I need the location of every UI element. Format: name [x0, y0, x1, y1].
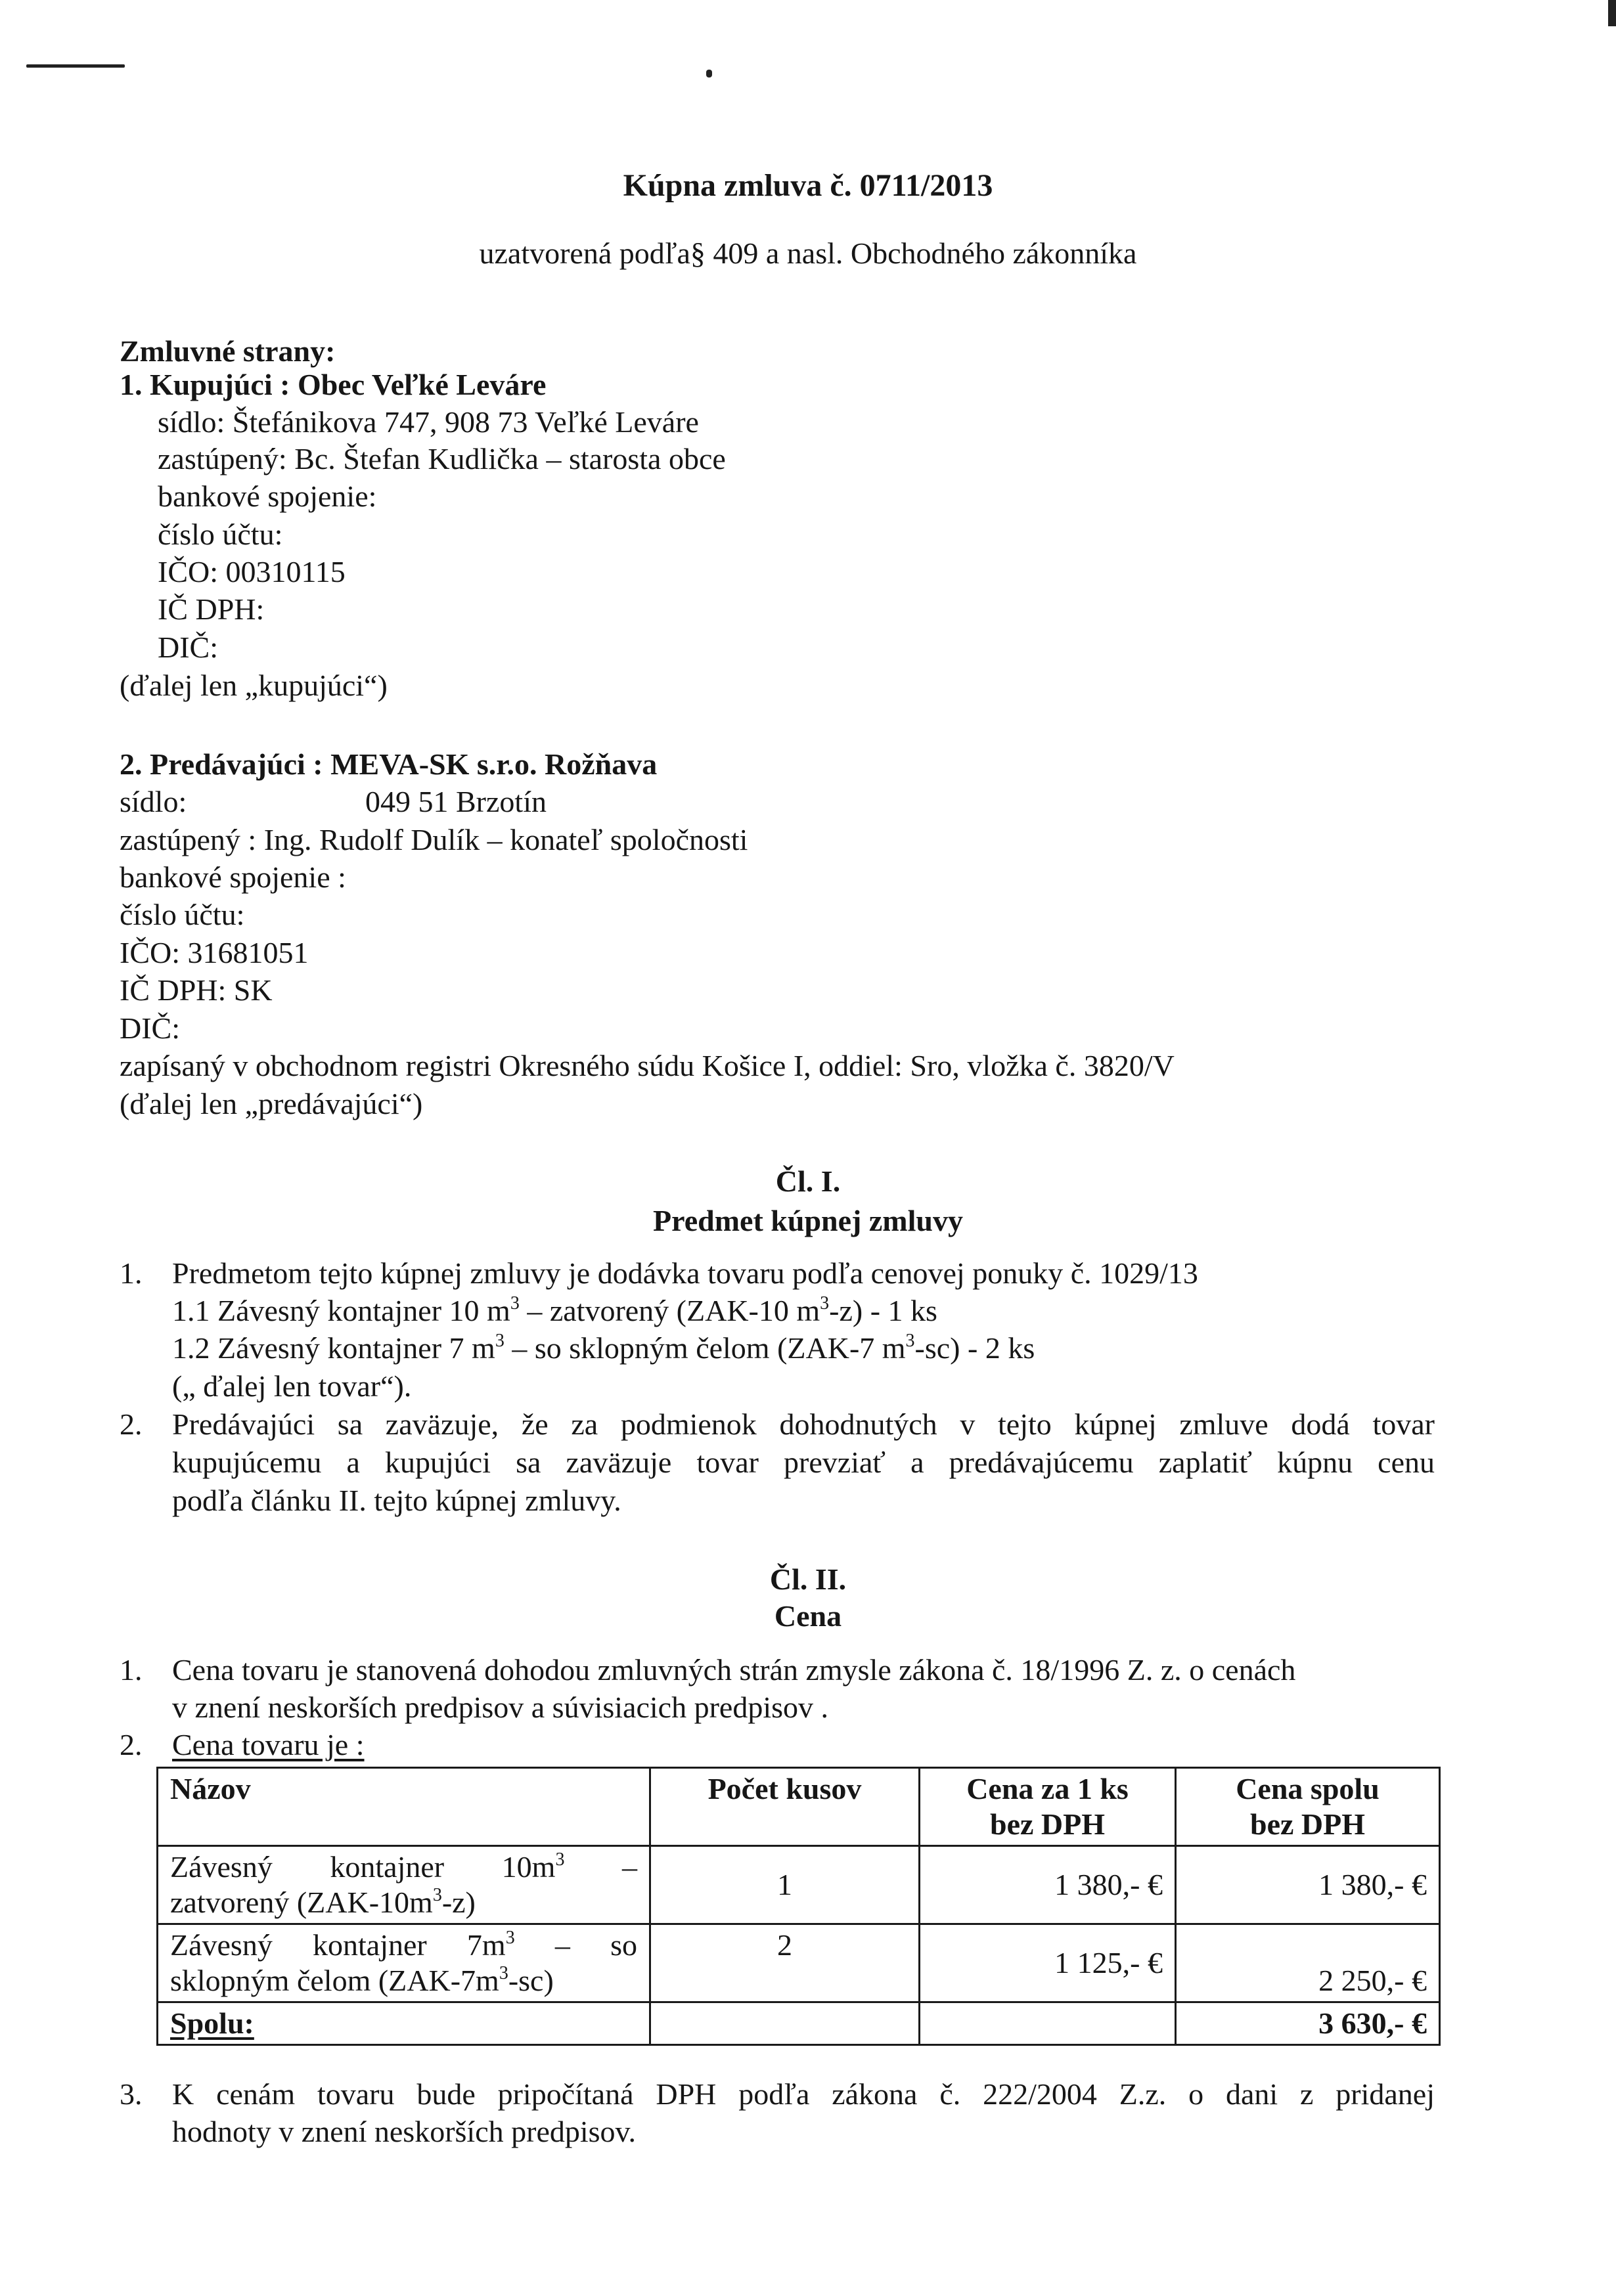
seller-seat-label: sídlo:: [120, 785, 187, 818]
seller-account: číslo účtu:: [120, 898, 245, 931]
article-1-p2-line-3: podľa článku II. tejto kúpnej zmluvy.: [172, 1484, 621, 1517]
header-count: Počet kusov: [650, 1768, 920, 1846]
buyer-seat: sídlo: Štefánikova 747, 908 73 Veľké Leváre: [158, 405, 699, 439]
buyer-heading: 1. Kupujúci : Obec Veľké Leváre: [120, 368, 547, 401]
document-subtitle: uzatvorená podľa§ 409 a nasl. Obchodného zákonníka: [479, 236, 1137, 270]
article-1-item-1: 1.1 Závesný kontajner 10 $m^3$ – zatvorený (ZAK-10 $m^3-z) - 1$ ks: [172, 1293, 937, 1327]
article-1-p1-text: Predmetom tejto kúpnej zmluvy je dodávka tovaru podľa cenovej ponuky č. 1029/13: [172, 1256, 1198, 1290]
buyer-dic: DIČ:: [158, 630, 218, 664]
seller-heading: 2. Predávajúci : MEVA-SK s.r.o. Rožňava: [120, 747, 658, 781]
seller-registry: zapísaný v obchodnom registri Okresného súdu Košice I, oddiel: Sro, vložka č. 3820/V: [120, 1049, 1175, 1082]
scan-artifact-dot: [706, 70, 712, 77]
row-total: 2 250,- €: [1176, 1924, 1440, 2002]
table-sum-row: [158, 2002, 1440, 2045]
sum-empty-count: [650, 2002, 920, 2045]
article-1-p2-line-1: Predávajúci sa zaväzuje, že za podmienok dohodnutých v tejto kúpnej zmluve dodá tovar: [172, 1407, 1435, 1441]
seller-alias: (ďalej len „predávajúci“): [120, 1087, 423, 1120]
article-1-goods-alias: („ ďalej len tovar“).: [172, 1369, 412, 1403]
article-1-p2-line-2: kupujúcemu a kupujúci sa zaväzuje tovar prevziať a predávajúcemu zaplatiť kúpnu cenu: [172, 1446, 1435, 1479]
article-2-p3-line-1: K cenám tovaru bude pripočítaná DPH podľa zákona č. 222/2004 Z.z. o dani z pridanej: [172, 2077, 1435, 2111]
header-name: Názov: [158, 1768, 650, 1846]
table-row: [158, 1924, 1440, 2002]
article-1-p1-number: 1.: [120, 1256, 143, 1290]
header-unit-price: Cena za 1 ks bez DPH: [920, 1768, 1176, 1846]
scan-artifact-line: [26, 64, 125, 68]
table-header-row: [158, 1768, 1440, 1846]
buyer-ico: IČO: 00310115: [158, 555, 346, 588]
seller-ic-dph: IČ DPH: SK: [120, 973, 273, 1007]
article-2-p3-number: 3.: [120, 2077, 143, 2111]
row-unit-price: 1 380,- €: [920, 1846, 1176, 1924]
article-1-number: Čl. I.: [775, 1164, 841, 1198]
sum-empty-unit-price: [920, 2002, 1176, 2045]
header-total: Cena spolu bez DPH: [1176, 1768, 1440, 1846]
buyer-bank: bankové spojenie:: [158, 479, 377, 513]
scan-artifact-edge: [1608, 0, 1616, 26]
price-table: [156, 1767, 1441, 2046]
article-1-title: Predmet kúpnej zmluvy: [653, 1204, 963, 1237]
row-name: Závesný kontajner $10m^3$ – zatvorený $(ZAK-10m^3-z)$: [158, 1846, 650, 1924]
seller-representative: zastúpený : Ing. Rudolf Dulík – konateľ spoločnosti: [120, 823, 748, 856]
row-unit-price: 1 125,- €: [920, 1924, 1176, 2002]
buyer-ic-dph: IČ DPH:: [158, 592, 265, 626]
seller-dic: DIČ:: [120, 1011, 180, 1045]
article-2-p3-line-2: hodnoty v znení neskorších predpisov.: [172, 2115, 637, 2148]
article-1-p2-number: 2.: [120, 1407, 143, 1441]
article-2-p2-text: Cena tovaru je :: [172, 1728, 365, 1761]
article-2-p1-line-1: Cena tovaru je stanovená dohodou zmluvných strán zmysle zákona č. 18/1996 Z. z. o cenách: [172, 1653, 1296, 1687]
table-row: [158, 1846, 1440, 1924]
row-total: 1 380,- €: [1176, 1846, 1440, 1924]
seller-ico: IČO: 31681051: [120, 936, 309, 969]
article-1-item-2: 1.2 Závesný kontajner 7 $m^3$ – so sklopným čelom (ZAK-7 $m^3-sc) - 2$ ks: [172, 1331, 1035, 1365]
article-2-p1-line-2: v znení neskorších predpisov a súvisiacich predpisov .: [172, 1690, 828, 1724]
sum-total: 3 630,- €: [1176, 2002, 1440, 2045]
row-count: 2: [650, 1924, 920, 2002]
buyer-alias: (ďalej len „kupujúci“): [120, 669, 388, 702]
article-2-number: Čl. II.: [769, 1562, 847, 1596]
seller-bank: bankové spojenie :: [120, 860, 346, 894]
row-count: 1: [650, 1846, 920, 1924]
sum-label: Spolu:: [158, 2002, 650, 2045]
article-2-p2-number: 2.: [120, 1728, 143, 1761]
seller-seat-value: 049 51 Brzotín: [365, 785, 547, 818]
row-name: Závesný kontajner $7m^3$ – so sklopným čelom $(ZAK-7m^3-sc)$: [158, 1924, 650, 2002]
buyer-representative: zastúpený: Bc. Štefan Kudlička – starosta obce: [158, 442, 726, 475]
parties-heading: Zmluvné strany:: [120, 334, 336, 368]
article-2-p1-number: 1.: [120, 1653, 143, 1687]
buyer-account: číslo účtu:: [158, 518, 283, 551]
article-2-title: Cena: [774, 1599, 842, 1633]
document-title: Kúpna zmluva č. 0711/2013: [623, 168, 993, 203]
